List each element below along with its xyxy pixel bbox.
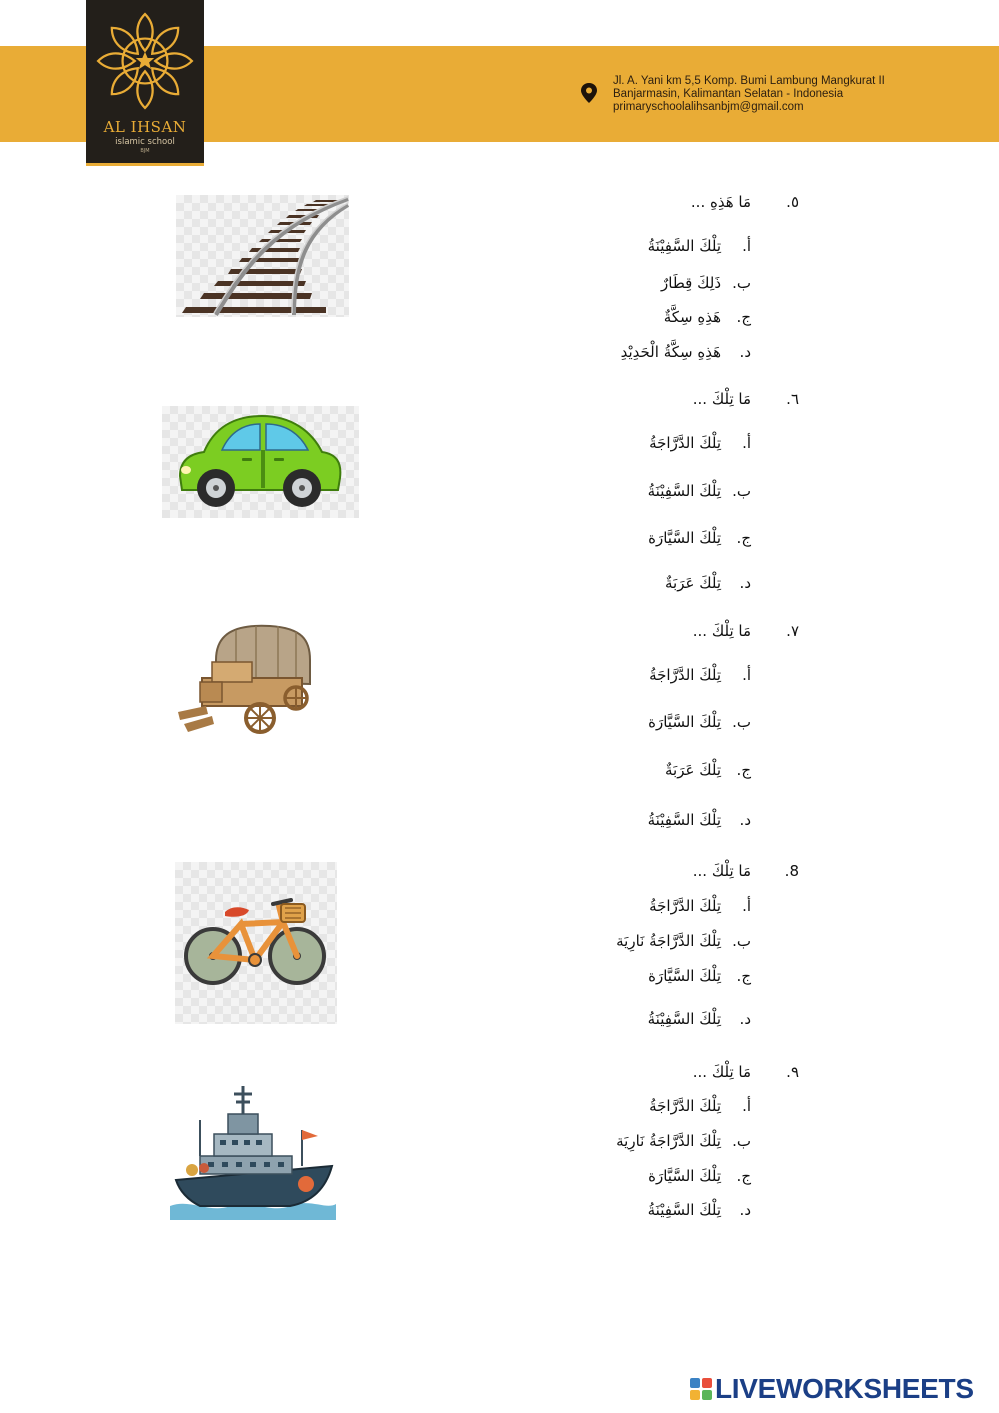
question-stem: مَا هَذِهِ ... (690, 193, 751, 211)
option-a[interactable]: أ.تِلْكَ الدَّرَّاجَةُ (649, 1097, 751, 1115)
option-b[interactable]: ب.تِلْكَ الدَّرَّاجَةُ نَارِيَة (616, 1132, 751, 1150)
option-a[interactable]: أ.تِلْكَ الدَّرَّاجَةُ (649, 897, 751, 915)
option-b[interactable]: ب.تِلْكَ السَّفِيْنَةُ (647, 482, 751, 500)
school-email: primaryschoolalihsanbjm@gmail.com (613, 101, 804, 113)
bicycle-icon (175, 862, 337, 1024)
question-number: ٥. (786, 193, 799, 211)
ship-icon (170, 1080, 336, 1220)
question-stem: مَا تِلْكَ ... (692, 390, 751, 408)
flower-logo-icon (94, 10, 196, 112)
option-d[interactable]: د.هَذِهِ سِكَّةُ الْحَدِيْدِ (620, 343, 751, 361)
ship-picture (170, 1080, 336, 1220)
option-b[interactable]: ب.تِلْكَ الدَّرَّاجَةُ نَارِيَة (616, 932, 751, 950)
car-picture (162, 406, 359, 518)
option-a[interactable]: أ.تِلْكَ الدَّرَّاجَةُ (649, 666, 751, 684)
option-a[interactable]: أ.تِلْكَ السَّفِيْنَةُ (647, 237, 751, 255)
address-line-2: Banjarmasin, Kalimantan Selatan - Indonesia (613, 88, 844, 100)
school-subtitle: islamic school (115, 137, 175, 147)
option-d[interactable]: د.تِلْكَ السَّفِيْنَةُ (647, 1010, 751, 1028)
wagon-picture (174, 620, 314, 740)
option-c[interactable]: ج.تِلْكَ السَّيَّارَة (648, 529, 751, 547)
question-8 (693, 861, 799, 881)
option-b[interactable]: ب.تِلْكَ السَّيَّارَة (648, 713, 751, 731)
question-stem: مَا تِلْكَ ... (692, 622, 751, 640)
question-5 (691, 192, 799, 212)
question-7 (693, 621, 799, 641)
liveworksheets-logo[interactable] (690, 1374, 974, 1404)
bicycle-picture (175, 862, 337, 1024)
liveworksheets-logo-icon (690, 1378, 712, 1400)
question-stem: مَا تِلْكَ ... (692, 1063, 751, 1081)
school-code: BJM (140, 148, 150, 154)
school-logo (86, 0, 204, 166)
question-6 (693, 389, 799, 409)
location-pin-icon (579, 82, 599, 104)
car-icon (162, 406, 359, 518)
option-c[interactable]: ج.تِلْكَ عَرَبَةٌ (665, 761, 751, 779)
option-d[interactable]: د.تِلْكَ عَرَبَةٌ (665, 574, 751, 592)
question-number: ٧. (786, 622, 799, 640)
option-c[interactable]: ج.تِلْكَ السَّيَّارَة (648, 967, 751, 985)
railway-track-icon (176, 195, 349, 317)
wagon-cart-icon (174, 620, 314, 740)
option-d[interactable]: د.تِلْكَ السَّفِيْنَةُ (647, 1201, 751, 1219)
option-b[interactable]: ب.ذَلِكَ قِطَارٌ (661, 274, 751, 292)
railway-track-picture (176, 195, 349, 317)
school-address (613, 75, 973, 114)
option-c[interactable]: ج.تِلْكَ السَّيَّارَة (648, 1167, 751, 1185)
address-line-1: Jl. A. Yani km 5,5 Komp. Bumi Lambung Mangkurat II (613, 75, 885, 87)
question-stem: مَا تِلْكَ ... (692, 862, 751, 880)
question-number: ٦. (786, 390, 799, 408)
school-name: AL IHSAN (103, 118, 187, 136)
question-number: 8. (784, 862, 799, 880)
question-number: ٩. (786, 1063, 799, 1081)
question-9 (693, 1062, 799, 1082)
option-a[interactable]: أ.تِلْكَ الدَّرَّاجَةُ (649, 434, 751, 452)
option-c[interactable]: ج.هَذِهِ سِكَّةٌ (663, 308, 751, 326)
option-d[interactable]: د.تِلْكَ السَّفِيْنَةُ (647, 811, 751, 829)
liveworksheets-brand: LIVEWORKSHEETS (715, 1373, 974, 1404)
